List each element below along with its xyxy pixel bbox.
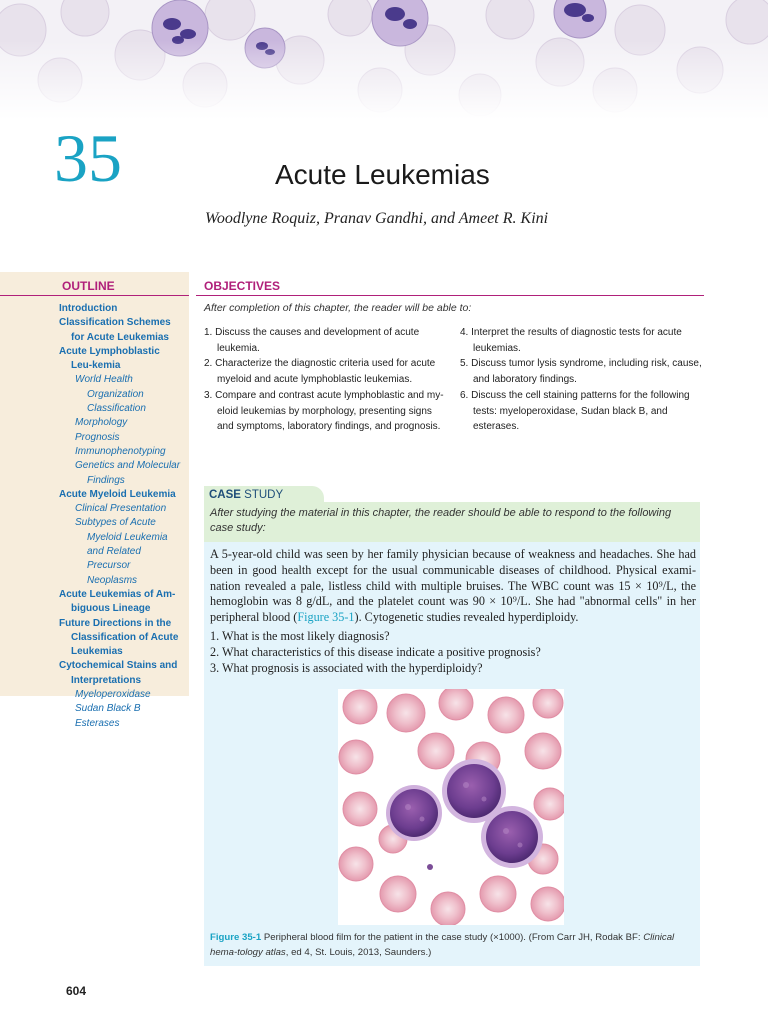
- objectives-divider: [196, 295, 704, 296]
- figure-caption-label: Figure 35-1: [210, 932, 262, 943]
- objective-item: 5. Discuss tumor lysis syndrome, including risk, cause, and laboratory findings.: [460, 358, 702, 386]
- case-question: 1. What is the most likely diagnosis?: [210, 629, 390, 643]
- outline-subitem[interactable]: Genetics and Molecular Findings: [75, 460, 181, 486]
- outline-subitem[interactable]: Subtypes of Acute Myeloid Leukemia and Related Precursor Neoplasms: [75, 517, 168, 586]
- blood-film-micrograph-image: [338, 689, 564, 925]
- objective-item: 2. Characterize the diagnostic criteria used for acute myeloid and acute lymphoblastic leukemias.: [204, 358, 436, 386]
- figure-caption-text-2: , ed 4, St. Louis, 2013, Saunders.): [285, 947, 432, 958]
- outline-divider: [0, 295, 189, 296]
- outline-item[interactable]: Acute Lymphoblastic Leu-kemia: [59, 345, 160, 372]
- case-study-label-bold: CASE: [209, 489, 241, 501]
- outline-subitem[interactable]: Immunophenotyping: [75, 445, 166, 457]
- outline-subitem[interactable]: Morphology: [75, 417, 128, 429]
- outline-sidebar: [0, 272, 189, 729]
- objective-item: 4. Interpret the results of diagnostic tests for acute leukemias.: [460, 327, 682, 354]
- case-question: 2. What characteristics of this disease indicate a positive prognosis?: [210, 644, 541, 659]
- objective-item: 3. Compare and contrast acute lymphoblastic and my-eloid leukemias by morphology, presenting signs and symptoms, laboratory findings, and prognosis.: [204, 389, 444, 433]
- outline-item[interactable]: Acute Leukemias of Am-biguous Lineage: [59, 588, 176, 615]
- chapter-number: 35: [54, 120, 122, 196]
- outline-heading: OUTLINE: [62, 279, 115, 293]
- outline-list: [59, 302, 183, 731]
- outline-subitem[interactable]: Myeloperoxidase: [75, 689, 151, 701]
- outline-item[interactable]: Future Directions in the Classification of Acute Leukemias: [59, 617, 179, 658]
- case-study-intro-box: [204, 502, 700, 542]
- outline-subitem[interactable]: Clinical Presentation: [75, 503, 167, 515]
- figure-caption-text-1: Peripheral blood film for the patient in the case study (×1000). (From Carr JH, Rodak BF:: [261, 932, 644, 943]
- objectives-intro: After completion of this chapter, the reader will be able to:: [204, 302, 472, 314]
- figure-reference-link[interactable]: Figure 35-1: [297, 610, 355, 625]
- chapter-authors: Woodlyne Roquiz, Pranav Gandhi, and Ameet R. Kini: [205, 210, 549, 227]
- outline-subitem[interactable]: World Health Organization Classification: [75, 374, 146, 415]
- case-question: 3. What prognosis is associated with the hyperdiploidy?: [210, 660, 483, 675]
- outline-item[interactable]: Introduction: [59, 303, 118, 314]
- page-number: 604: [66, 984, 87, 998]
- objectives-heading: OBJECTIVES: [204, 279, 281, 293]
- outline-subitem[interactable]: Prognosis: [75, 431, 120, 443]
- case-study-body: [204, 542, 700, 966]
- case-study-label: [209, 489, 283, 501]
- figure-caption-italic: Clinical hema-tology atlas: [210, 932, 675, 958]
- case-text-part1: A 5-year-old child was seen by her family physician because of weakness and headaches. She had been in good health except for the usual communicable diseases of childhood. Physical exami-nation revealed a pale, listless child with multiple bruises. The WBC count was 15 × 10⁹/L, the hemoglobin was 8 g/dL, and the platelet count was 90 × 10⁹/L. She had "abnormal cells" in her peripheral blood (: [210, 547, 696, 625]
- outline-subitem[interactable]: Sudan Black B: [75, 703, 141, 715]
- objective-item: 6. Discuss the cell staining patterns for the following tests: myeloperoxidase, Sudan black B, and esterases.: [460, 389, 690, 433]
- objectives-column-right: [460, 325, 702, 435]
- outline-subitem[interactable]: Esterases: [75, 717, 120, 729]
- chapter-title: Acute Leukemias: [275, 159, 490, 190]
- case-text-part2: ). Cytogenetic studies revealed hyperdiploidy.: [354, 610, 579, 625]
- case-study-questions: [210, 629, 696, 676]
- outline-item[interactable]: Classification Schemes for Acute Leukemias: [59, 317, 171, 343]
- case-study-intro: After studying the material in this chapter, the reader should be able to respond to the following case study:: [210, 507, 672, 534]
- blood-cell-banner-image: [0, 0, 768, 120]
- case-study-label-rest: STUDY: [240, 489, 284, 501]
- outline-item[interactable]: Acute Myeloid Leukemia: [59, 488, 176, 500]
- objectives-column-left: [204, 325, 446, 435]
- figure-caption: [210, 930, 696, 960]
- objective-item: 1. Discuss the causes and development of acute leukemia.: [204, 327, 420, 354]
- case-study-text: [210, 547, 696, 626]
- outline-item[interactable]: Cytochemical Stains and Interpretations: [59, 660, 178, 686]
